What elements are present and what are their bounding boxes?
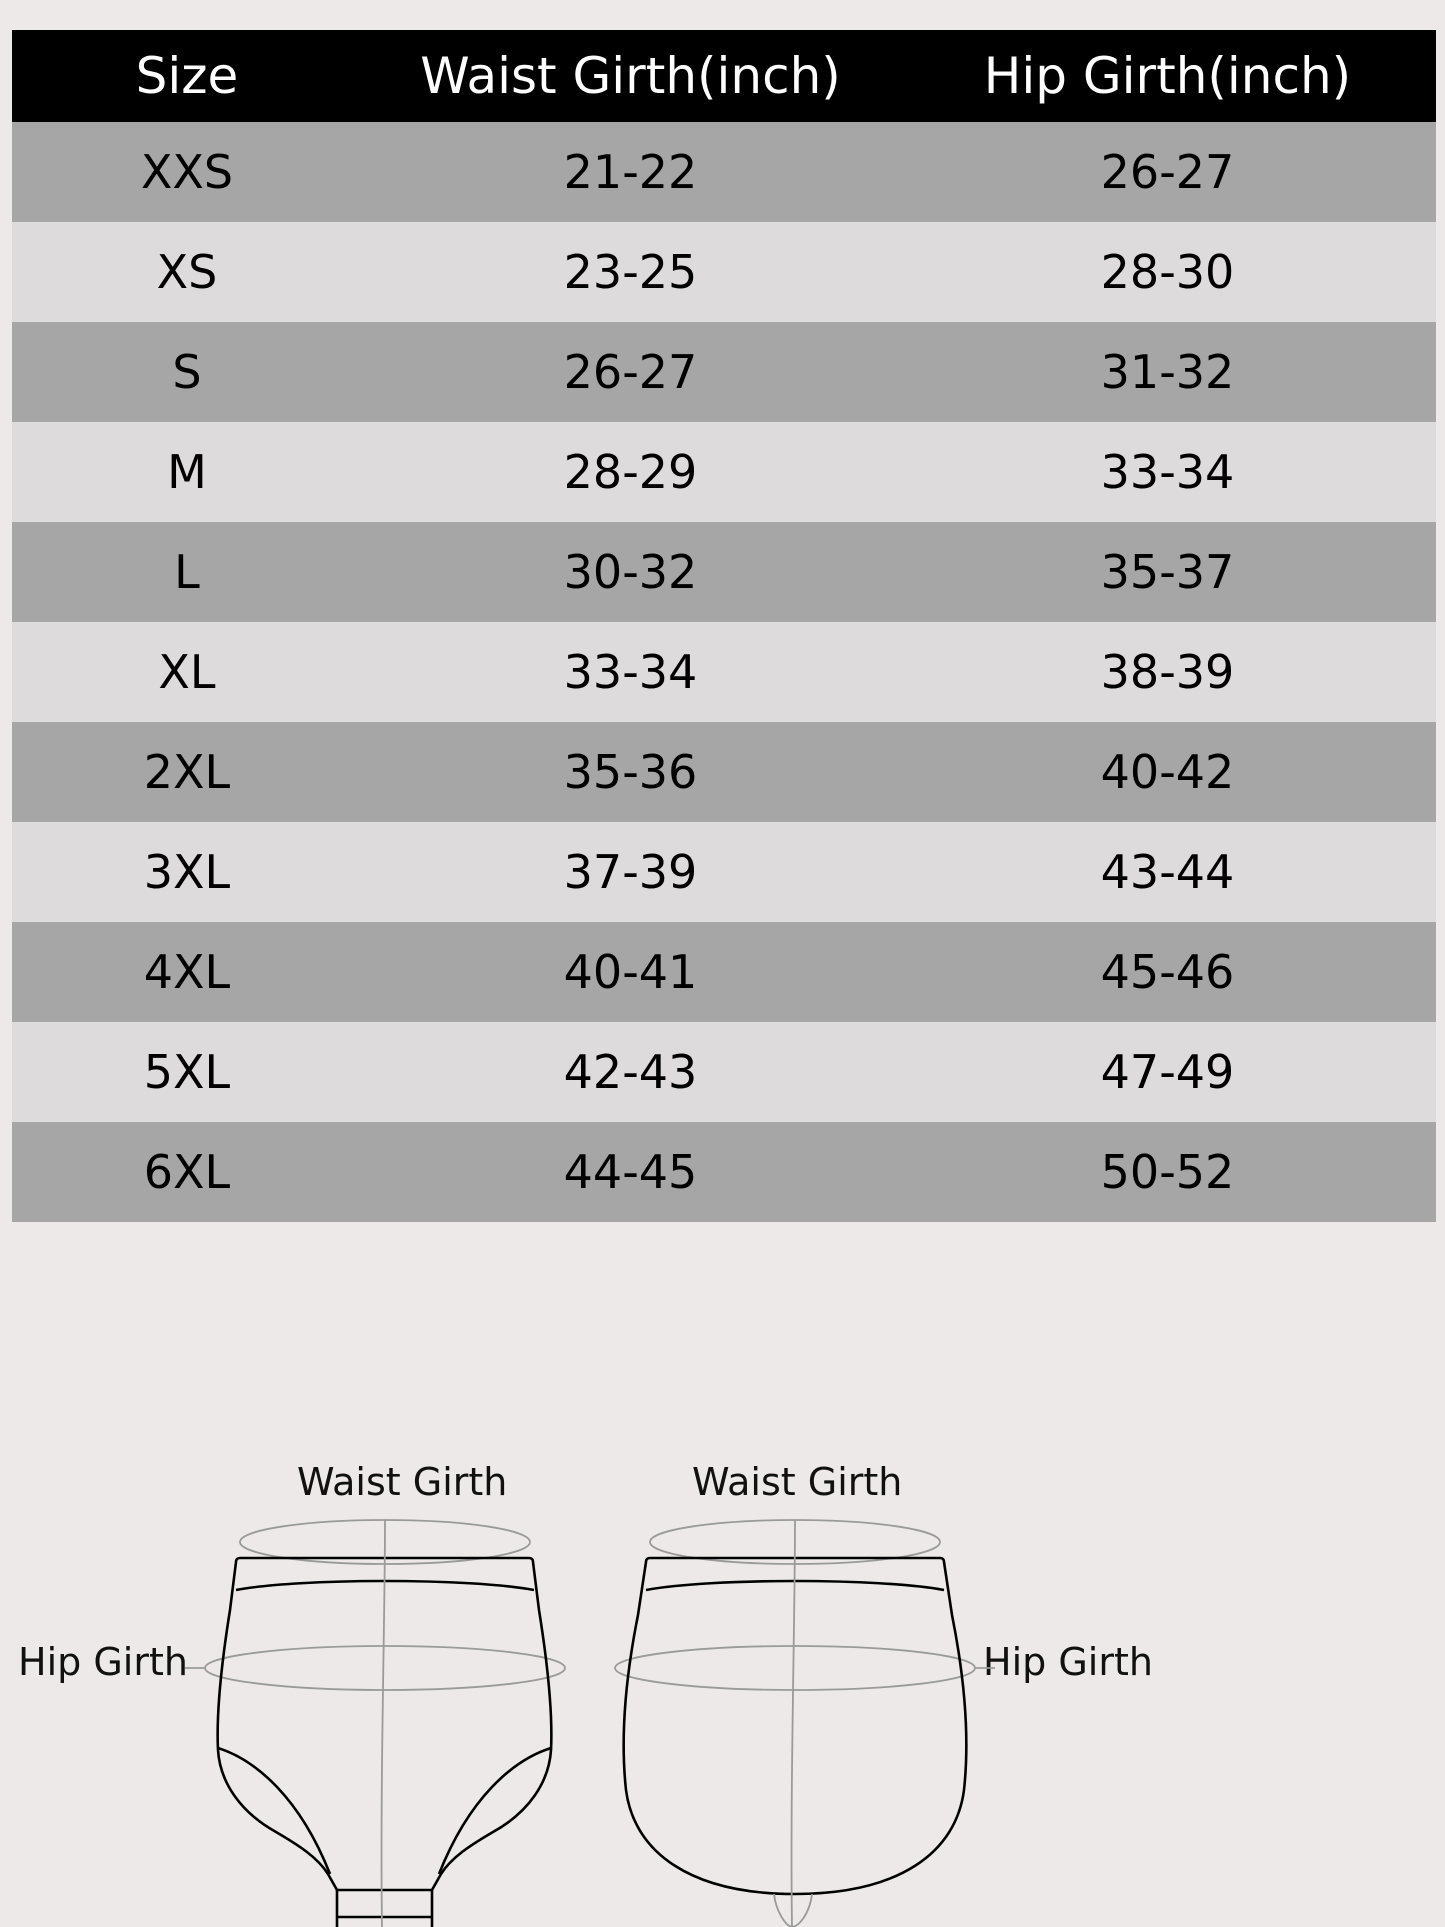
size-chart-table [12,30,1436,1222]
cell-hip: 40-42 [899,722,1436,822]
cell-hip: 50-52 [899,1122,1436,1222]
leg-opening-left-front [218,1748,330,1874]
gusset-front [337,1890,432,1927]
cell-hip: 33-34 [899,422,1436,522]
cell-size: 6XL [12,1122,362,1222]
hip-girth-ellipse-left [205,1646,565,1690]
cell-waist: 40-41 [362,922,899,1022]
cell-waist: 37-39 [362,822,899,922]
table-row [12,422,1436,522]
cell-size: M [12,422,362,522]
cell-hip: 45-46 [899,922,1436,1022]
cell-size: 3XL [12,822,362,922]
cell-hip: 31-32 [899,322,1436,422]
cell-size: S [12,322,362,422]
table-row [12,1122,1436,1222]
cell-waist: 35-36 [362,722,899,822]
hip-girth-ellipse-right [615,1646,975,1690]
table-row [12,1022,1436,1122]
table-row [12,322,1436,422]
cell-waist: 30-32 [362,522,899,622]
cell-hip: 43-44 [899,822,1436,922]
cell-size: 4XL [12,922,362,1022]
cell-size: 2XL [12,722,362,822]
cell-waist: 21-22 [362,122,899,222]
waist-girth-label-left: Waist Girth [297,1460,508,1504]
underwear-front-back-illustration [0,1460,1445,1927]
cell-size: XXS [12,122,362,222]
leg-opening-right-front [439,1748,551,1874]
cell-hip: 47-49 [899,1022,1436,1122]
cell-waist: 42-43 [362,1022,899,1122]
cell-size: 5XL [12,1022,362,1122]
table-row [12,722,1436,822]
measurement-diagram [0,1460,1445,1927]
cell-hip: 38-39 [899,622,1436,722]
front-view-figure [185,1520,565,1927]
back-view-figure [615,1520,995,1927]
cell-waist: 44-45 [362,1122,899,1222]
column-header-size: Size [12,30,362,122]
cell-size: XS [12,222,362,322]
table-row [12,222,1436,322]
cell-waist: 26-27 [362,322,899,422]
table-body [12,122,1436,1222]
table-row [12,122,1436,222]
table-header-row [12,30,1436,122]
cell-waist: 33-34 [362,622,899,722]
gusset-guide-back [774,1894,812,1927]
cell-waist: 28-29 [362,422,899,522]
column-header-waist-girth: Waist Girth(inch) [362,30,899,122]
hip-girth-label-right: Hip Girth [983,1640,1153,1684]
cell-hip: 28-30 [899,222,1436,322]
table-row [12,522,1436,622]
hip-girth-label-left: Hip Girth [18,1640,188,1684]
table-row [12,822,1436,922]
cell-size: L [12,522,362,622]
table-row [12,622,1436,722]
column-header-hip-girth: Hip Girth(inch) [899,30,1436,122]
cell-size: XL [12,622,362,722]
cell-waist: 23-25 [362,222,899,322]
cell-hip: 35-37 [899,522,1436,622]
waist-girth-label-right: Waist Girth [692,1460,903,1504]
table-header [12,30,1436,122]
table-row [12,922,1436,1022]
cell-hip: 26-27 [899,122,1436,222]
